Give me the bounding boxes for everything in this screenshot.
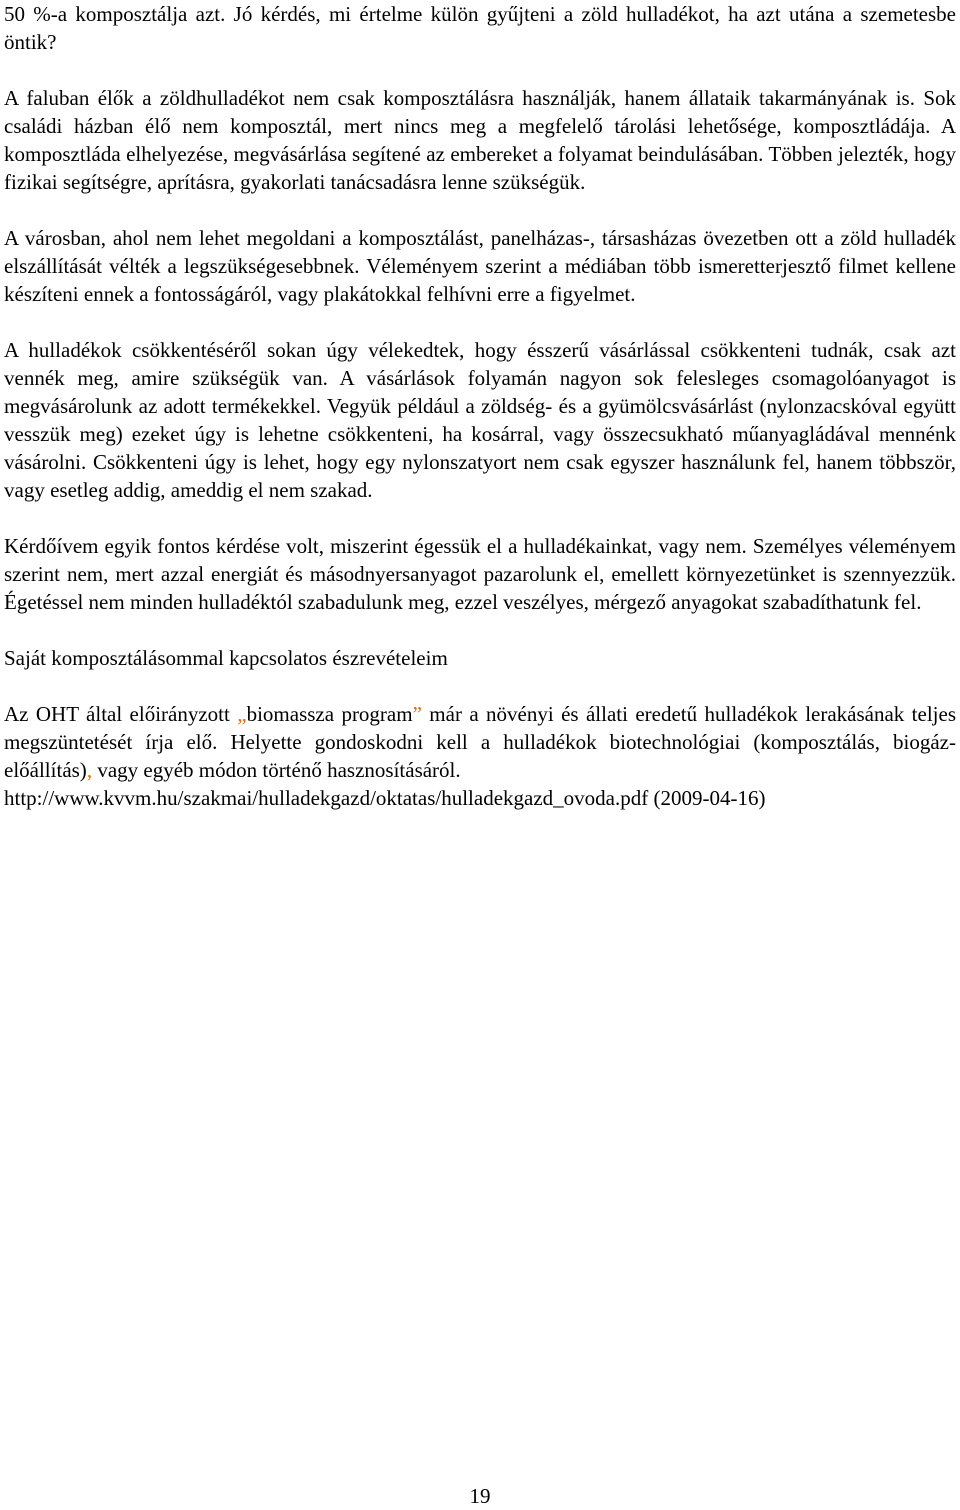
paragraph-spacer	[4, 504, 956, 532]
page-number: 19	[469, 1484, 491, 1508]
paragraph-spacer	[4, 616, 956, 644]
quote-comma: ,	[86, 758, 93, 782]
quote-text-start: Az OHT által előirányzott	[4, 702, 238, 726]
quote-text-middle: már a növényi és állati eredetű hulladékok lerakásának teljes megszüntetését írja elő. Helyette gondoskodni kell a hulladékok biotechnológiai (komposztálás, biogáz-előállítás)	[4, 702, 956, 782]
document-page	[4, 0, 956, 812]
paragraph-oht-quote	[4, 700, 956, 784]
source-citation: http://www.kvvm.hu/szakmai/hulladekgazd/oktatas/hulladekgazd_ovoda.pdf (2009-04-16)	[4, 786, 766, 810]
paragraph-compost-question: 50 %-a komposztálja azt. Jó kérdés, mi értelme külön gyűjteni a zöld hulladékot, ha azt utána a szemetesbe öntik?	[4, 2, 956, 54]
paragraph-burning-question: Kérdőívem egyik fontos kérdése volt, miszerint égessük el a hulladékainkat, vagy nem. Személyes véleményem szerint nem, mert azzal energiát és másodnyersanyagot pazarolunk el, emellett környezetünket is szennyezzük. Égetéssel nem minden hulladéktól szabadulunk meg, ezzel veszélyes, mérgező anyagokat szabadíthatunk fel.	[4, 534, 956, 614]
paragraph-spacer	[4, 196, 956, 224]
paragraph-city-collection: A városban, ahol nem lehet megoldani a komposztálást, panelházas-, társasházas övezetben ott a zöld hulladék elszállítását vélték a legszükségesebbnek. Véleményem szerint a médiában több ismeretterjesztő filmet kellene készíteni ennek a fontosságáról, vagy plakátokkal felhívni erre a figyelmet.	[4, 226, 956, 306]
paragraph-spacer	[4, 308, 956, 336]
quote-text-end: vagy egyéb módon történő hasznosításáról.	[92, 758, 461, 782]
paragraph-spacer	[4, 672, 956, 700]
open-quote-mark: „	[237, 702, 247, 726]
paragraph-village-green-waste: A faluban élők a zöldhulladékot nem csak komposztálásra használják, hanem állataik takarmányának is. Sok családi házban élő nem komposztál, mert nincs meg a megfelelő tárolási lehetősége, komposztládája. A komposztláda elhelyezése, megvásárlása segítené az embereket a folyamat beindulásában. Többen jelezték, hogy fizikai segítségre, aprításra, gyakorlati tanácsadásra lenne szükségük.	[4, 86, 956, 194]
section-heading: Saját komposztálásommal kapcsolatos észrevételeim	[4, 646, 448, 670]
paragraph-spacer	[4, 56, 956, 84]
close-quote-mark: ”	[412, 702, 422, 726]
quote-program-name: biomassza program	[246, 702, 413, 726]
paragraph-waste-reduction: A hulladékok csökkentéséről sokan úgy vélekedtek, hogy ésszerű vásárlással csökkenteni tudnák, csak azt vennék meg, amire szükségük van. A vásárlások folyamán nagyon sok felesleges csomagolóanyagot is megvásárolunk az adott termékekkel. Vegyük például a zöldség- és a gyümölcsvásárlást (nylonzacskóval együtt vesszük meg) ezeket úgy is lehetne csökkenteni, ha kosárral, vagy összecsukható műanyagládával mennénk vásárolni. Csökkenteni úgy is lehet, hogy egy nylonszatyort nem csak egyszer használunk fel, hanem többször, vagy esetleg addig, ameddig el nem szakad.	[4, 338, 956, 502]
